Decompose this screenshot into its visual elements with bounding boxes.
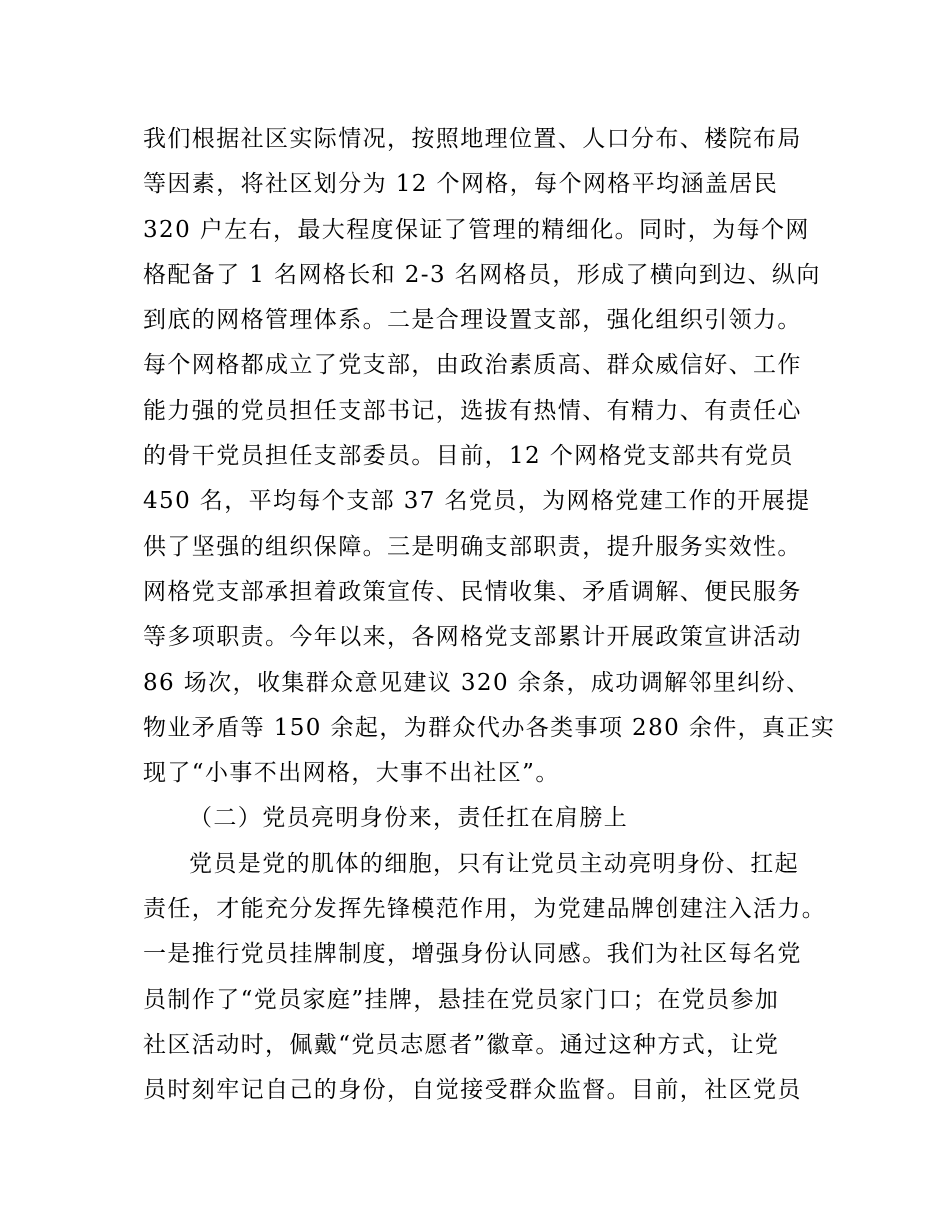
text-line-8: 的骨干党员担任支部委员。目前，12 个网格党支部共有党员 bbox=[143, 443, 794, 470]
text-line-14: 物业矛盾等 150 余起，为群众代办各类事项 280 余件，真正实 bbox=[143, 714, 836, 741]
text-line-9: 450 名，平均每个支部 37 名党员，为网格党建工作的开展提 bbox=[143, 488, 811, 515]
text-line-19: 一是推行党员挂牌制度，增强身份认同感。我们为社区每名党 bbox=[143, 941, 802, 968]
text-line-10: 供了坚强的组织保障。三是明确支部职责，提升服务实效性。 bbox=[143, 533, 802, 560]
body-text bbox=[143, 117, 843, 1114]
text-line-17: 党员是党的肌体的细胞，只有让党员主动亮明身份、扛起 bbox=[189, 850, 799, 877]
text-line-7: 能力强的党员担任支部书记，选拔有热情、有精力、有责任心 bbox=[143, 397, 802, 424]
text-line-15: 现了“小事不出网格，大事不出社区”。 bbox=[143, 760, 560, 787]
text-line-6: 每个网格都成立了党支部，由政治素质高、群众威信好、工作 bbox=[143, 352, 802, 379]
text-line-5: 到底的网格管理体系。二是合理设置支部，强化组织引领力。 bbox=[143, 307, 802, 334]
text-line-20: 员制作了“党员家庭”挂牌，悬挂在党员家门口；在党员参加 bbox=[143, 986, 780, 1013]
text-line-11: 网格党支部承担着政策宣传、民情收集、矛盾调解、便民服务 bbox=[143, 578, 802, 605]
text-line-3: 320 户左右，最大程度保证了管理的精细化。同时，为每个网 bbox=[143, 216, 810, 243]
text-line-12: 等多项职责。今年以来，各网格党支部累计开展政策宣讲活动 bbox=[143, 624, 802, 651]
text-line-18: 责任，才能充分发挥先锋模范作用，为党建品牌创建注入活力。 bbox=[143, 896, 827, 923]
section-heading: （二）党员亮明身份来，责任扛在肩膀上 bbox=[189, 805, 629, 832]
text-line-2: 等因素，将社区划分为 12 个网格，每个网格平均涵盖居民 bbox=[143, 171, 779, 198]
text-line-4: 格配备了 1 名网格长和 2-3 名网格员，形成了横向到边、纵向 bbox=[143, 261, 821, 288]
text-line-1: 我们根据社区实际情况，按照地理位置、人口分布、楼院布局 bbox=[143, 126, 802, 152]
text-line-21: 社区活动时，佩戴“党员志愿者”徽章。通过这种方式，让党 bbox=[143, 1031, 780, 1058]
text-line-22: 员时刻牢记自己的身份，自觉接受群众监督。目前，社区党员 bbox=[143, 1077, 802, 1104]
text-line-13: 86 场次，收集群众意见建议 320 余条，成功调解邻里纠纷、 bbox=[143, 669, 811, 696]
